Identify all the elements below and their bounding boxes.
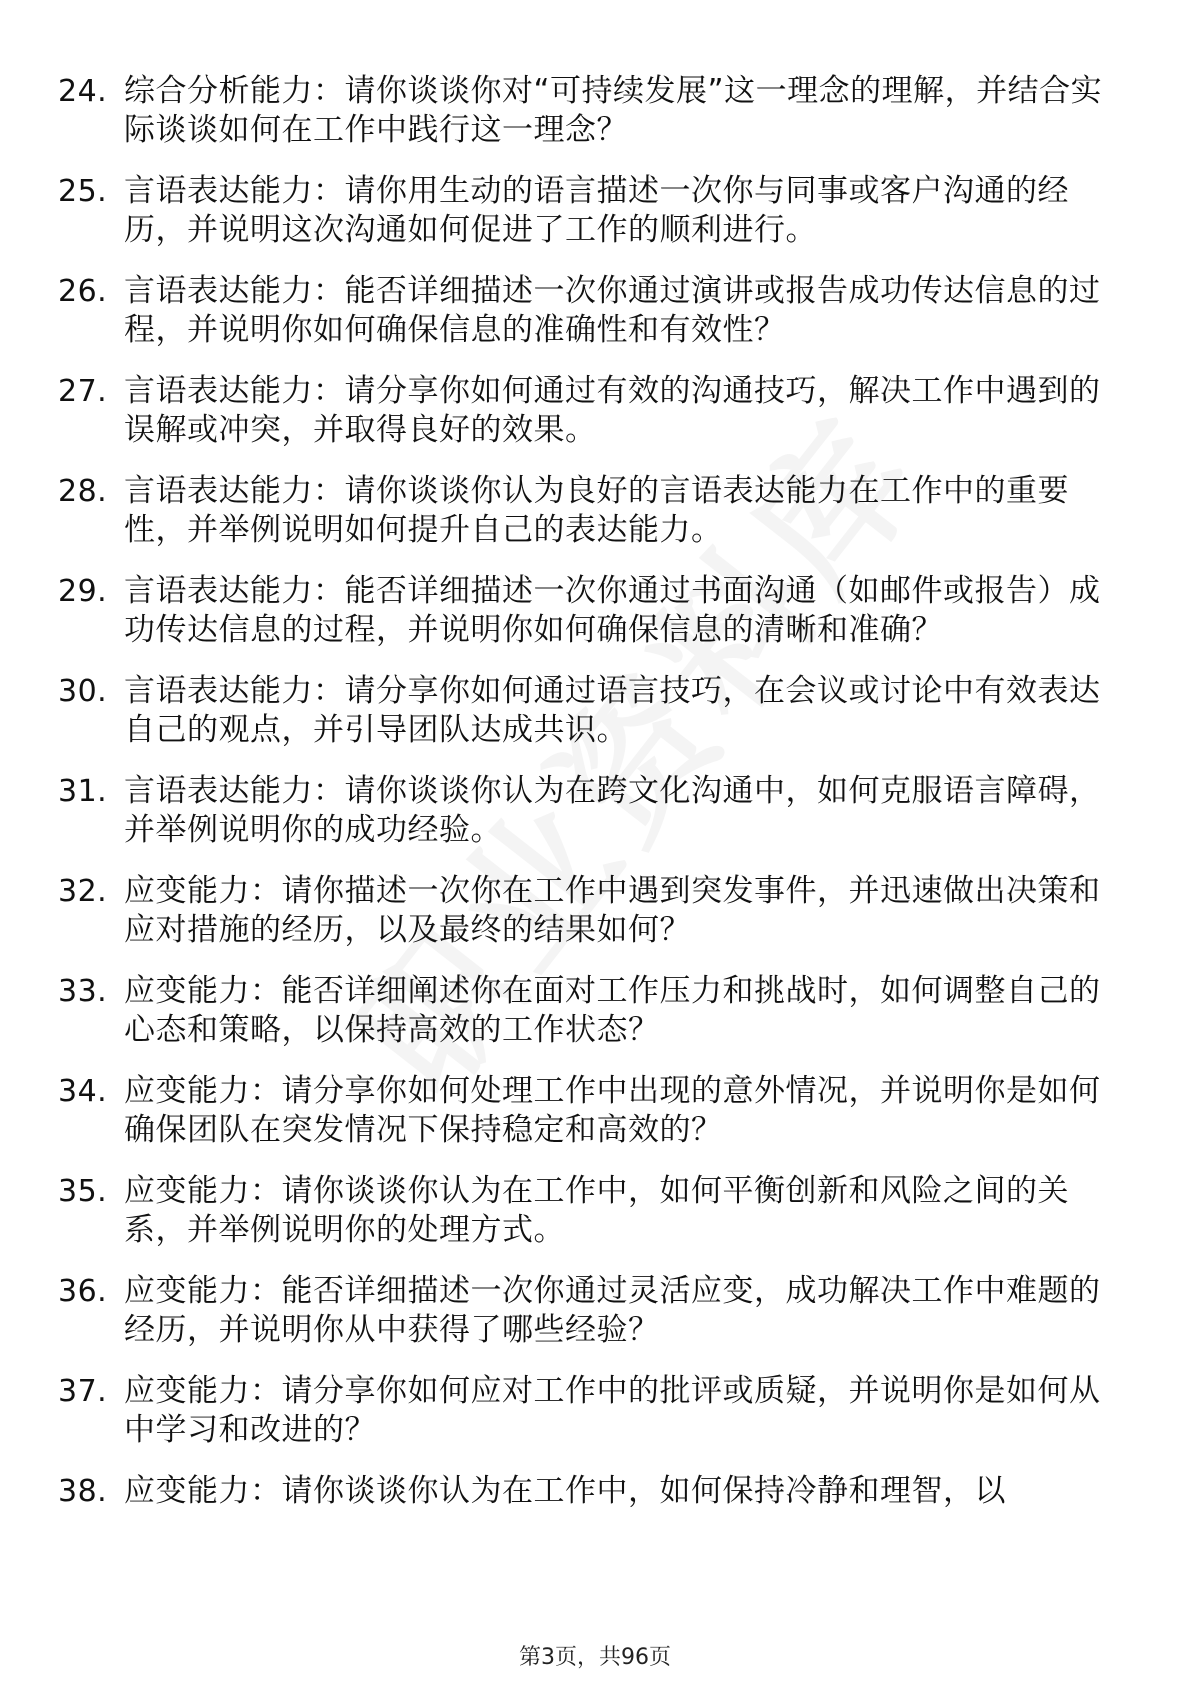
question-item [58,772,1118,850]
question-text: 应变能力：请分享你如何处理工作中出现的意外情况，并说明你是如何确保团队在突发情况下保持稳定和高效的？ [124,1073,1101,1148]
page-footer: 第3页，共96页 [519,1645,671,1670]
question-number: 37. [58,1374,108,1409]
question-number: 38. [58,1474,108,1509]
question-number: 24. [58,74,108,109]
question-item [58,72,1118,150]
question-number: 36. [58,1274,108,1309]
question-number: 34. [58,1074,108,1109]
question-text: 言语表达能力：能否详细描述一次你通过演讲或报告成功传达信息的过程，并说明你如何确保信息的准确性和有效性？ [124,273,1101,348]
question-text: 应变能力：请你谈谈你认为在工作中，如何平衡创新和风险之间的关系，并举例说明你的处理方式。 [124,1173,1069,1248]
question-number: 33. [58,974,108,1009]
question-item [58,372,1118,450]
question-text: 应变能力：请分享你如何应对工作中的批评或质疑，并说明你是如何从中学习和改进的？ [124,1373,1101,1448]
question-number: 32. [58,874,108,909]
question-number: 31. [58,774,108,809]
question-text: 言语表达能力：请分享你如何通过有效的沟通技巧，解决工作中遇到的误解或冲突，并取得良好的效果。 [124,373,1101,448]
question-item [58,1172,1118,1250]
question-number: 25. [58,174,108,209]
question-item [58,572,1118,650]
question-item [58,1072,1118,1150]
question-number: 30. [58,674,108,709]
question-item [58,472,1118,550]
question-text: 应变能力：请你描述一次你在工作中遇到突发事件，并迅速做出决策和应对措施的经历，以及最终的结果如何？ [124,873,1101,948]
question-item [58,172,1118,250]
question-text: 应变能力：能否详细描述一次你通过灵活应变，成功解决工作中难题的经历，并说明你从中获得了哪些经验？ [124,1273,1101,1348]
question-number: 28. [58,474,108,509]
question-text: 言语表达能力：能否详细描述一次你通过书面沟通（如邮件或报告）成功传达信息的过程，并说明你如何确保信息的清晰和准确？ [124,573,1101,648]
question-text: 言语表达能力：请分享你如何通过语言技巧，在会议或讨论中有效表达自己的观点，并引导团队达成共识。 [124,673,1101,748]
question-number: 29. [58,574,108,609]
question-item [58,1372,1118,1450]
question-number: 26. [58,274,108,309]
question-list [58,72,1118,1533]
question-text: 言语表达能力：请你谈谈你认为在跨文化沟通中，如何克服语言障碍，并举例说明你的成功经验。 [124,773,1101,848]
question-text: 应变能力：能否详细阐述你在面对工作压力和挑战时，如何调整自己的心态和策略，以保持高效的工作状态？ [124,973,1101,1048]
question-item [58,1472,1118,1511]
question-item [58,672,1118,750]
question-text: 言语表达能力：请你用生动的语言描述一次你与同事或客户沟通的经历，并说明这次沟通如何促进了工作的顺利进行。 [124,173,1069,248]
question-text: 综合分析能力：请你谈谈你对“可持续发展”这一理念的理解，并结合实际谈谈如何在工作中践行这一理念？ [124,73,1103,148]
question-item [58,872,1118,950]
question-number: 27. [58,374,108,409]
question-number: 35. [58,1174,108,1209]
question-text: 应变能力：请你谈谈你认为在工作中，如何保持冷静和理智，以 [124,1473,1006,1509]
question-item [58,1272,1118,1350]
question-item [58,272,1118,350]
question-text: 言语表达能力：请你谈谈你认为良好的言语表达能力在工作中的重要性，并举例说明如何提升自己的表达能力。 [124,473,1069,548]
question-item [58,972,1118,1050]
